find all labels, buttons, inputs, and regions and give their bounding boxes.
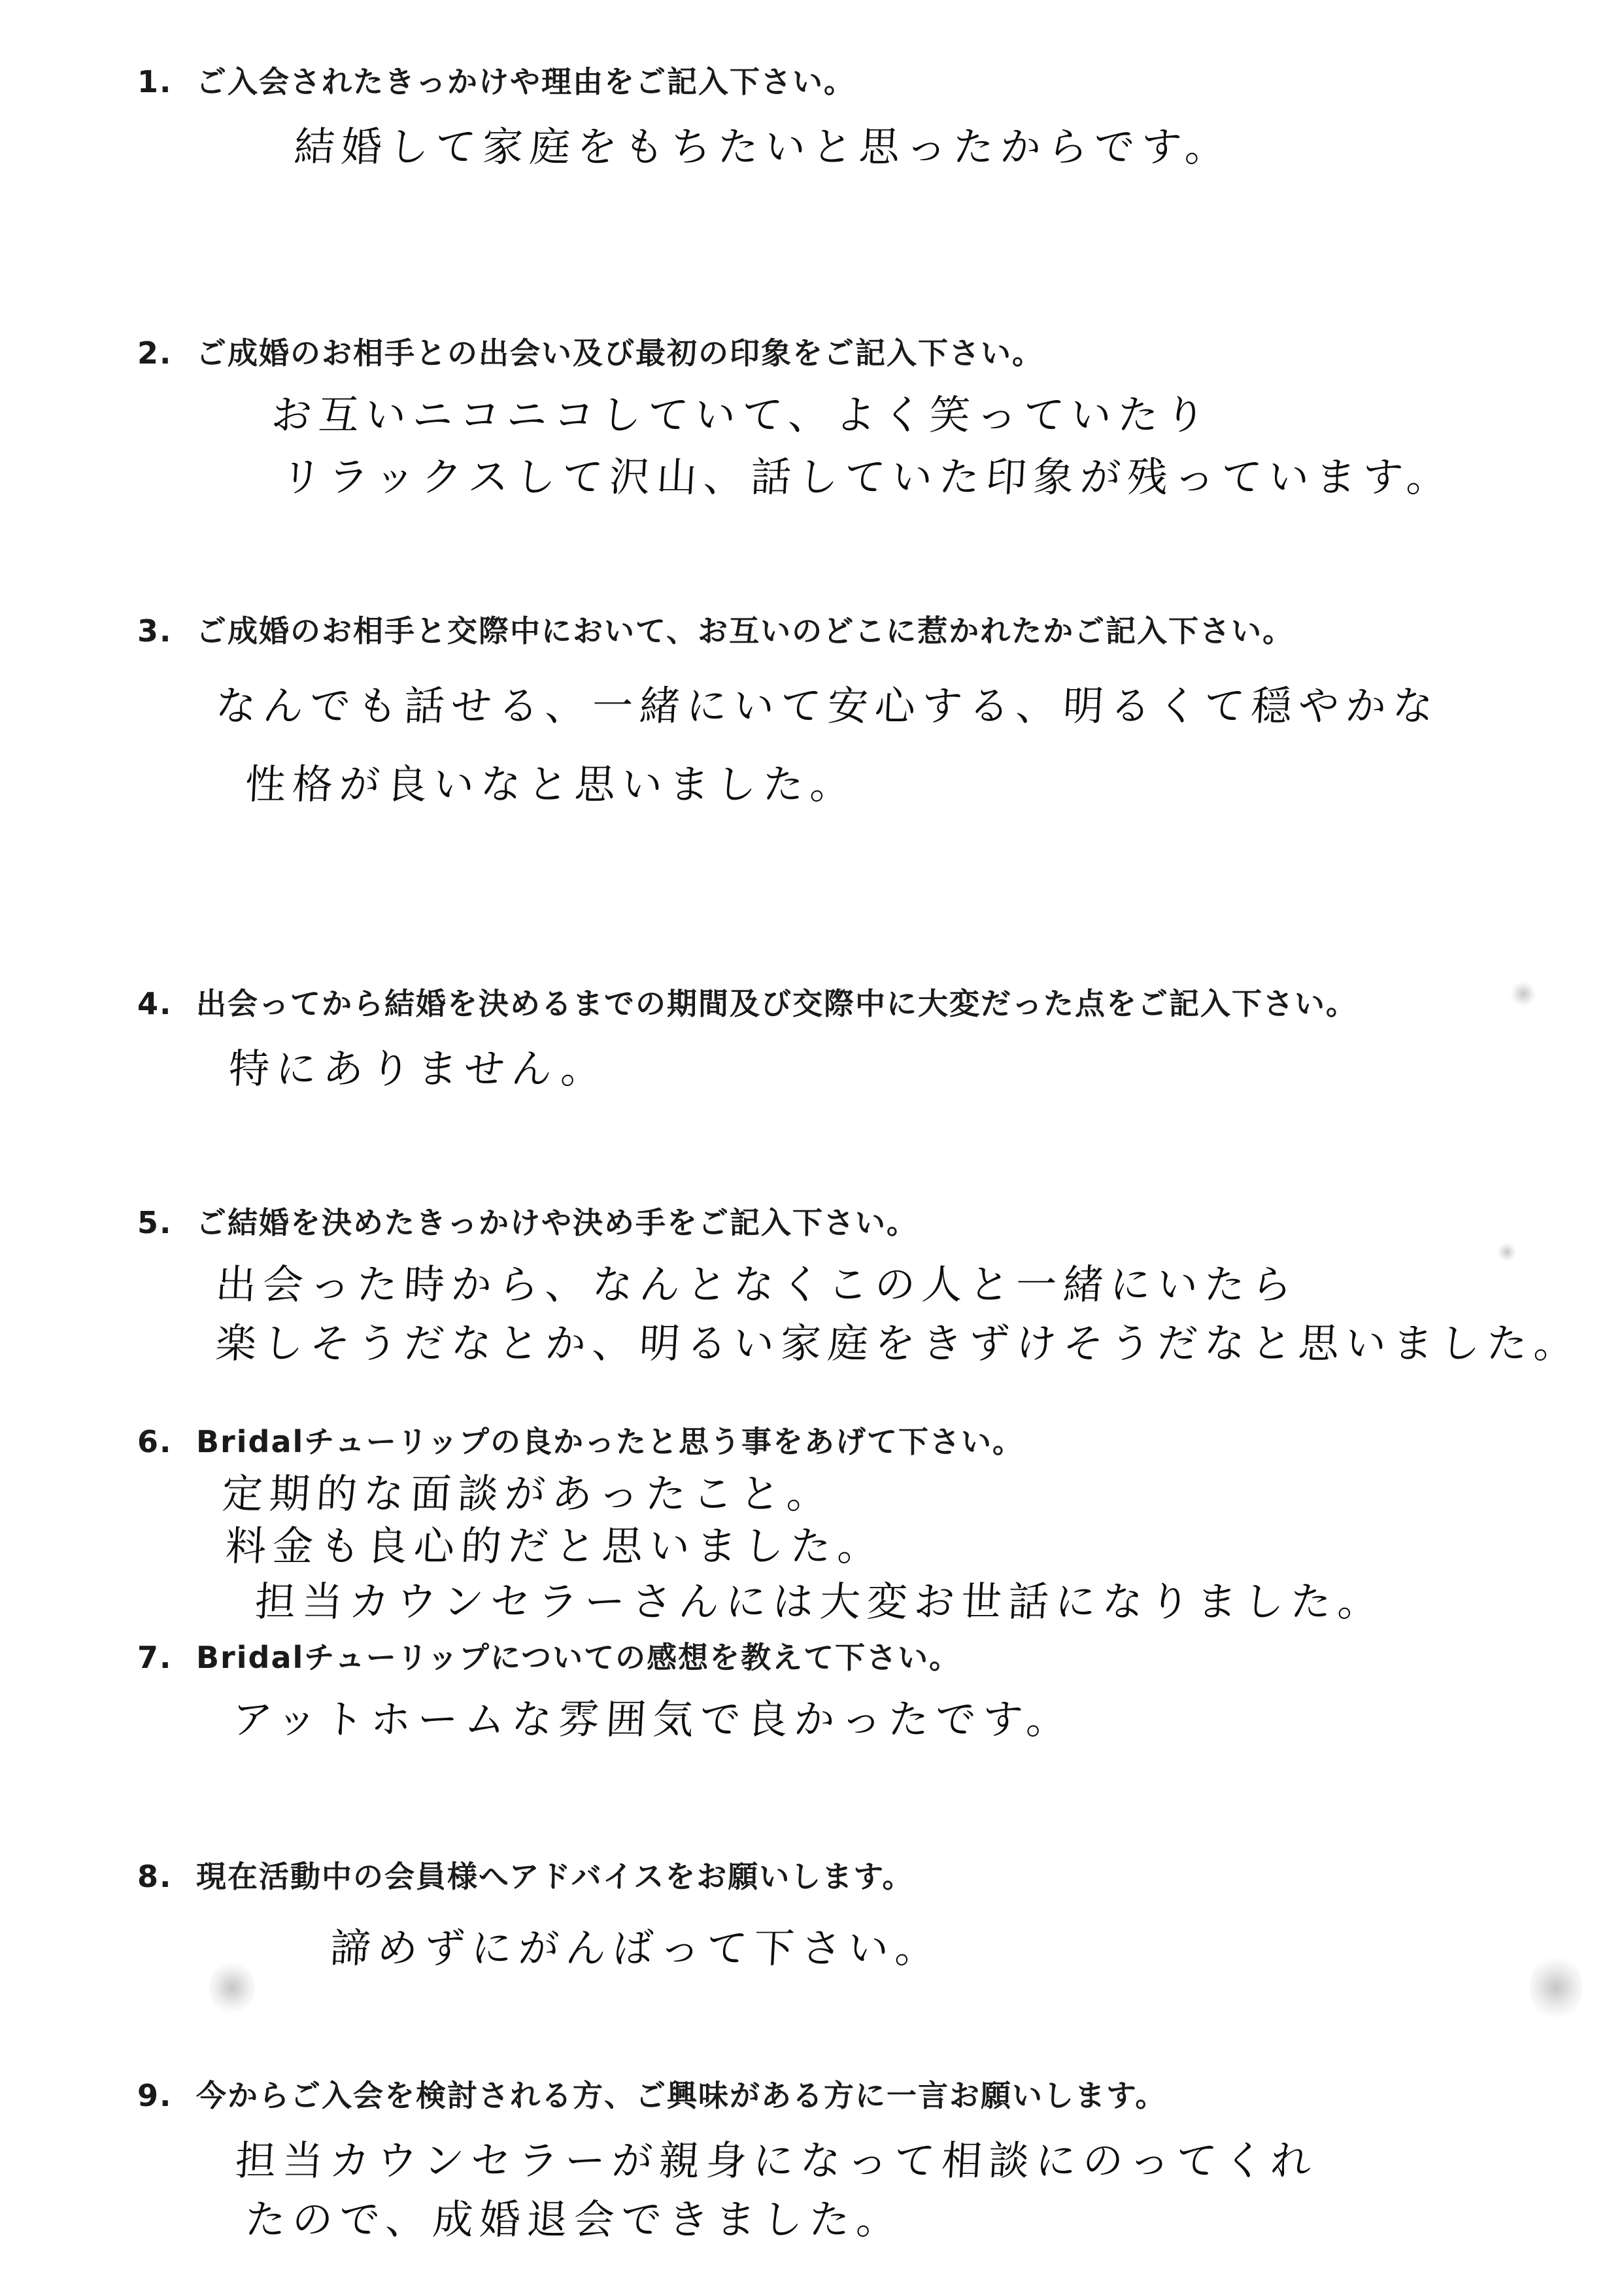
question-number: 7. (137, 1640, 173, 1675)
question-text: ご結婚を決めたきっかけや決め手をご記入下さい。 (196, 1205, 918, 1240)
question-text: 出会ってから結婚を決めるまでの期間及び交際中に大変だった点をご記入下さい。 (196, 986, 1357, 1021)
question-4 (137, 984, 1357, 1023)
question-number: 3. (137, 613, 173, 649)
answer-3-line-2: 性格が良いなと思いました。 (244, 760, 858, 808)
question-text: ご成婚のお相手と交際中において、お互いのどこに惹かれたかご記入下さい。 (196, 613, 1294, 649)
answer-9-line-1: 担当カウンセラーが親身になって相談にのってくれ (234, 2137, 1319, 2184)
question-text: ご成婚のお相手との出会い及び最初の印象をご記入下さい。 (196, 335, 1043, 371)
answer-6-line-1: 定期的な面談があったこと。 (221, 1470, 836, 1518)
scan-speck (1530, 1952, 1582, 2024)
question-5 (137, 1203, 918, 1242)
question-text: Bridalチューリップの良かったと思う事をあげて下さい。 (196, 1424, 1024, 1459)
question-8 (137, 1857, 914, 1896)
question-text: 今からご入会を検討される方、ご興味がある方に一言お願いします。 (196, 2078, 1167, 2113)
question-text: Bridalチューリップについての感想を教えて下さい。 (196, 1640, 961, 1675)
question-7 (137, 1638, 960, 1677)
answer-1-line-1: 結婚して家庭をもちたいと思ったからです。 (293, 123, 1234, 171)
answer-7-line-1: アットホームな雰囲気で良かったです。 (231, 1695, 1075, 1743)
question-6 (137, 1422, 1024, 1461)
question-text: 現在活動中の会員様へアドバイスをお願いします。 (196, 1859, 914, 1894)
scan-speck (1510, 981, 1536, 1007)
question-number: 5. (137, 1205, 173, 1240)
question-2 (137, 333, 1043, 373)
question-1 (137, 62, 855, 101)
question-number: 6. (137, 1424, 173, 1459)
question-number: 9. (137, 2078, 173, 2113)
question-text: ご入会されたきっかけや理由をご記入下さい。 (196, 64, 855, 99)
answer-6-line-2: 料金も良心的だと思いました。 (224, 1522, 886, 1570)
question-number: 1. (137, 64, 173, 99)
scan-speck (209, 1958, 255, 2017)
question-9 (137, 2076, 1166, 2115)
answer-2-line-1: お互いニコニコしていて、よく笑っていたり (270, 391, 1213, 439)
answer-5-line-1: 出会った時から、なんとなくこの人と一緒にいたら (214, 1261, 1300, 1308)
question-number: 4. (137, 986, 173, 1021)
answer-2-line-2: リラックスして沢山、話していた印象が残っています。 (280, 453, 1455, 501)
question-3 (137, 611, 1294, 651)
scan-speck (1497, 1242, 1517, 1262)
answer-9-line-2: たので、成婚退会できました。 (244, 2196, 905, 2243)
answer-3-line-1: なんでも話せる、一緒にいて安心する、明るくて穏やかな (214, 682, 1441, 730)
answer-4-line-1: 特にありません。 (228, 1045, 609, 1093)
answer-5-line-2: 楽しそうだなとか、明るい家庭をきずけそうだなと思いました。 (214, 1319, 1582, 1367)
answer-6-line-3: 担当カウンセラーさんには大変お世話になりました。 (254, 1578, 1386, 1625)
question-number: 2. (137, 335, 173, 371)
answer-8-line-1: 諦めずにがんばって下さい。 (329, 1924, 943, 1972)
question-number: 8. (137, 1859, 173, 1894)
